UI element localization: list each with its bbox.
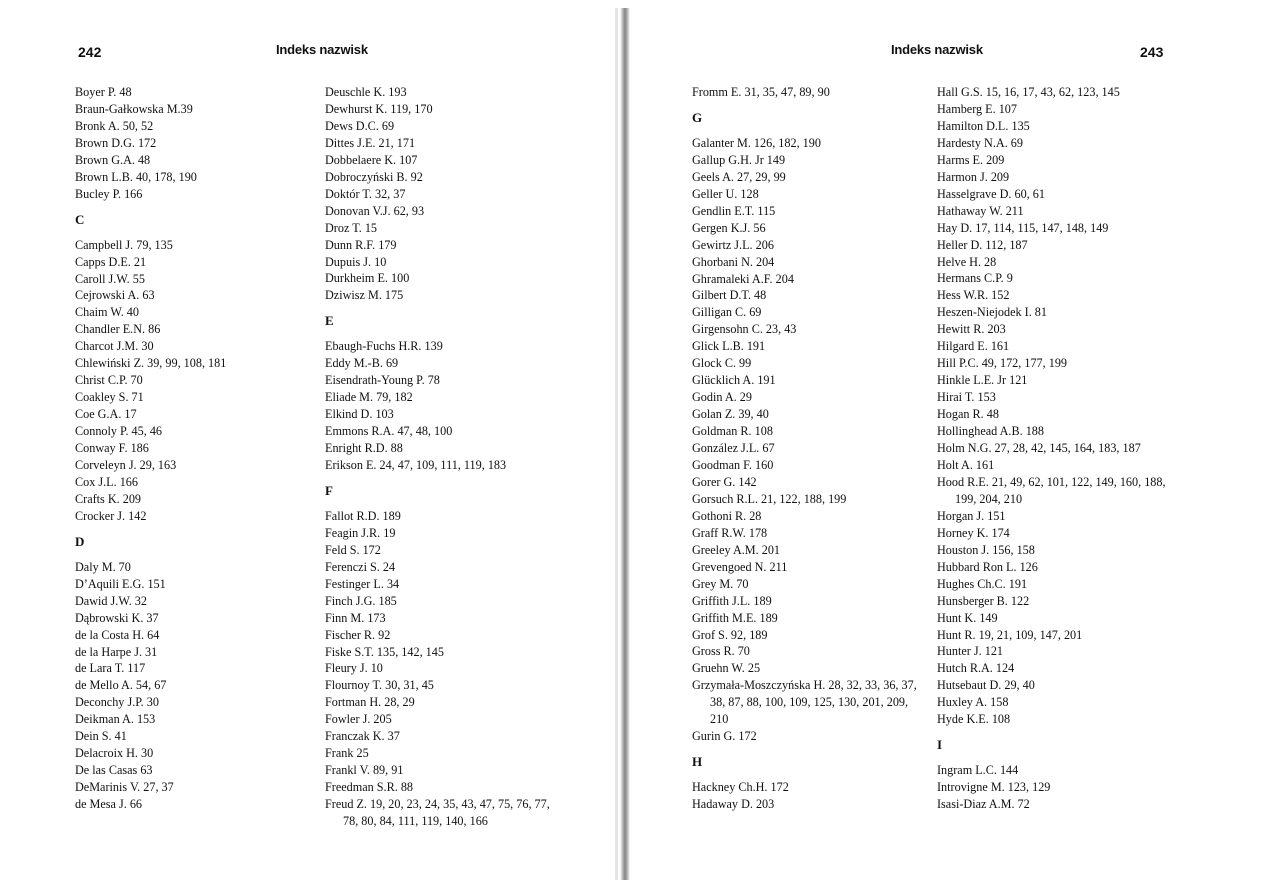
index-entry: Grzymała-Moszczyńska H. 28, 32, 33, 36, 37, 38, 87, 88, 100, 109, 125, 130, 201, 209, 210 <box>692 678 917 727</box>
index-entry: Helve H. 28 <box>937 254 997 269</box>
index-entry: Dupuis J. 10 <box>325 254 387 269</box>
index-entry: Franczak K. 37 <box>325 729 400 744</box>
index-entry: Connoly P. 45, 46 <box>75 424 163 439</box>
index-entry: Girgensohn C. 23, 43 <box>692 322 797 337</box>
index-entry: Goodman F. 160 <box>692 458 774 472</box>
index-entry: Glock C. 99 <box>692 356 752 371</box>
index-entry: Greeley A.M. 201 <box>692 542 781 557</box>
index-entry: Gurin G. 172 <box>692 729 757 744</box>
index-entry: Gilbert D.T. 48 <box>692 288 767 303</box>
index-entry: Hutsebaut D. 29, 40 <box>937 678 1035 693</box>
index-entry: Hyde K.E. 108 <box>937 712 1011 727</box>
index-entry: Hackney Ch.H. 172 <box>692 780 789 795</box>
index-entry: Dziwisz M. 175 <box>325 288 404 303</box>
index-entry: Caroll J.W. 55 <box>75 271 145 286</box>
index-entry: Deuschle K. 193 <box>325 85 407 99</box>
index-entry: Daly M. 70 <box>75 559 131 574</box>
index-entry: Huxley A. 158 <box>937 695 1009 710</box>
section-letter: F <box>325 482 333 498</box>
index-entry: Hood R.E. 21, 49, 62, 101, 122, 149, 160, 188, 199, 204, 210 <box>937 474 1166 506</box>
index-column <box>692 84 924 813</box>
index-entry: Ingram L.C. 144 <box>937 763 1019 778</box>
index-entry: Conway F. 186 <box>75 441 149 456</box>
index-entry: Boyer P. 48 <box>75 85 132 99</box>
right-page <box>626 0 1263 893</box>
index-entry: Charcot J.M. 30 <box>75 339 154 354</box>
index-entry: Hubbard Ron L. 126 <box>937 559 1038 574</box>
index-entry: Hogan R. 48 <box>937 407 999 422</box>
index-entry: Ebaugh-Fuchs H.R. 139 <box>325 339 443 354</box>
index-entry: Fiske S.T. 135, 142, 145 <box>325 644 444 659</box>
index-entry: Freud Z. 19, 20, 23, 24, 35, 43, 47, 75, 76, 77, 78, 80, 84, 111, 119, 140, 166 <box>325 797 550 829</box>
index-entry: Fortman H. 28, 29 <box>325 695 415 710</box>
index-entry: Hess W.R. 152 <box>937 288 1010 303</box>
index-entry: Holm N.G. 27, 28, 42, 145, 164, 183, 187 <box>937 441 1141 456</box>
index-entry: Frank 25 <box>325 746 369 761</box>
index-entry: Corveleyn J. 29, 163 <box>75 458 177 472</box>
index-entry: Fromm E. 31, 35, 47, 89, 90 <box>692 85 830 99</box>
index-entry: Gergen K.J. 56 <box>692 220 766 235</box>
index-entry: Coakley S. 71 <box>75 390 144 405</box>
index-entry: Bronk A. 50, 52 <box>75 118 154 133</box>
running-head: Indeks nazwisk <box>891 42 983 57</box>
index-column <box>75 84 305 813</box>
index-entry: Gewirtz J.L. 206 <box>692 237 774 252</box>
index-entry: Hermans C.P. 9 <box>937 271 1013 286</box>
index-entry: Frankl V. 89, 91 <box>325 763 404 778</box>
index-entry: De las Casas 63 <box>75 763 153 778</box>
index-entry: Finch J.G. 185 <box>325 593 397 608</box>
index-entry: Durkheim E. 100 <box>325 271 410 286</box>
index-column <box>325 84 557 830</box>
index-entry: de la Harpe J. 31 <box>75 644 158 659</box>
index-entry: Eliade M. 79, 182 <box>325 390 413 405</box>
index-entry: Dittes J.E. 21, 171 <box>325 135 416 150</box>
index-entry: Griffith M.E. 189 <box>692 610 778 625</box>
index-entry: Deconchy J.P. 30 <box>75 695 159 710</box>
index-entry: Godin A. 29 <box>692 390 752 405</box>
index-entry: Brown D.G. 172 <box>75 135 157 150</box>
index-entry: Golan Z. 39, 40 <box>692 407 769 422</box>
index-entry: Christ C.P. 70 <box>75 373 143 388</box>
running-head: Indeks nazwisk <box>276 42 368 57</box>
index-entry: Fleury J. 10 <box>325 661 383 676</box>
index-entry: Introvigne M. 123, 129 <box>937 780 1051 795</box>
index-entry: Cejrowski A. 63 <box>75 288 155 303</box>
index-entry: Horgan J. 151 <box>937 508 1006 523</box>
index-entry: Festinger L. 34 <box>325 576 400 591</box>
index-entry: Hollinghead A.B. 188 <box>937 424 1044 439</box>
index-column <box>937 84 1169 813</box>
index-entry: Chandler E.N. 86 <box>75 322 161 337</box>
index-entry: Freedman S.R. 88 <box>325 780 414 795</box>
index-entry: Elkind D. 103 <box>325 407 394 422</box>
index-entry: Brown L.B. 40, 178, 190 <box>75 169 197 184</box>
index-entry: Coe G.A. 17 <box>75 407 137 422</box>
index-entry: Ghorbani N. 204 <box>692 254 775 269</box>
index-entry: Eisendrath-Young P. 78 <box>325 373 440 388</box>
index-entry: Erikson E. 24, 47, 109, 111, 119, 183 <box>325 458 507 472</box>
page-number: 242 <box>78 44 102 60</box>
book-gutter-shadow <box>615 8 618 880</box>
index-entry: Hewitt R. 203 <box>937 322 1006 337</box>
index-entry: Braun-Gałkowska M.39 <box>75 101 193 116</box>
index-entry: Hinkle L.E. Jr 121 <box>937 373 1028 388</box>
index-entry: Hadaway D. 203 <box>692 797 775 812</box>
index-entry: Hilgard E. 161 <box>937 339 1010 354</box>
index-entry: Griffith J.L. 189 <box>692 593 772 608</box>
index-entry: Goldman R. 108 <box>692 424 773 439</box>
index-entry: Gallup G.H. Jr 149 <box>692 152 786 167</box>
index-entry: Glücklich A. 191 <box>692 373 776 388</box>
section-letter: I <box>937 737 943 753</box>
index-entry: Gruehn W. 25 <box>692 661 761 676</box>
index-entry: Harms E. 209 <box>937 152 1005 167</box>
index-entry: Capps D.E. 21 <box>75 254 147 269</box>
section-letter: C <box>75 211 85 227</box>
left-page <box>0 0 620 893</box>
index-entry: Cox J.L. 166 <box>75 474 138 489</box>
index-entry: Hirai T. 153 <box>937 390 996 405</box>
index-entry: Chaim W. 40 <box>75 305 139 320</box>
section-letter: H <box>692 754 703 770</box>
index-entry: de Mello A. 54, 67 <box>75 678 167 693</box>
index-entry: Fallot R.D. 189 <box>325 508 401 523</box>
index-entry: Hunt K. 149 <box>937 610 998 625</box>
index-entry: Gorer G. 142 <box>692 474 757 489</box>
index-entry: Crafts K. 209 <box>75 491 142 506</box>
index-entry: Feagin J.R. 19 <box>325 525 396 540</box>
index-entry: Hamilton D.L. 135 <box>937 118 1030 133</box>
index-entry: Isasi-Diaz A.M. 72 <box>937 797 1030 812</box>
index-entry: Ferenczi S. 24 <box>325 559 396 574</box>
index-entry: Dewhurst K. 119, 170 <box>325 101 433 116</box>
index-entry: Dobbelaere K. 107 <box>325 152 418 167</box>
index-entry: Hunter J. 121 <box>937 644 1004 659</box>
index-entry: Crocker J. 142 <box>75 508 147 523</box>
index-entry: Hunsberger B. 122 <box>937 593 1030 608</box>
index-entry: Dobroczyński B. 92 <box>325 169 423 184</box>
index-entry: Horney K. 174 <box>937 525 1010 540</box>
index-entry: Enright R.D. 88 <box>325 441 403 456</box>
index-entry: Grevengoed N. 211 <box>692 559 788 574</box>
index-entry: Dawid J.W. 32 <box>75 593 147 608</box>
index-entry: Dein S. 41 <box>75 729 127 744</box>
index-entry: Hutch R.A. 124 <box>937 661 1015 676</box>
index-entry: Hill P.C. 49, 172, 177, 199 <box>937 356 1068 371</box>
index-entry: de la Costa H. 64 <box>75 627 160 642</box>
index-entry: Campbell J. 79, 135 <box>75 237 173 252</box>
index-entry: Hughes Ch.C. 191 <box>937 576 1028 591</box>
index-entry: Brown G.A. 48 <box>75 152 151 167</box>
index-entry: DeMarinis V. 27, 37 <box>75 780 174 795</box>
index-entry: Hathaway W. 211 <box>937 203 1024 218</box>
index-entry: Gendlin E.T. 115 <box>692 203 776 218</box>
index-entry: Hall G.S. 15, 16, 17, 43, 62, 123, 145 <box>937 85 1120 99</box>
index-entry: Hunt R. 19, 21, 109, 147, 201 <box>937 627 1083 642</box>
index-entry: Droz T. 15 <box>325 220 378 235</box>
page-number: 243 <box>1140 44 1164 60</box>
index-entry: Gross R. 70 <box>692 644 750 659</box>
index-entry: Ghramaleki A.F. 204 <box>692 271 794 286</box>
index-entry: Doktór T. 32, 37 <box>325 186 406 201</box>
index-entry: Gothoni R. 28 <box>692 508 762 523</box>
index-entry: Gorsuch R.L. 21, 122, 188, 199 <box>692 491 847 506</box>
index-entry: Fowler J. 205 <box>325 712 392 727</box>
index-entry: Finn M. 173 <box>325 610 386 625</box>
index-entry: Geels A. 27, 29, 99 <box>692 169 786 184</box>
index-entry: Dews D.C. 69 <box>325 118 395 133</box>
section-letter: G <box>692 109 703 125</box>
index-entry: Emmons R.A. 47, 48, 100 <box>325 424 453 439</box>
index-entry: González J.L. 67 <box>692 441 775 456</box>
index-entry: Donovan V.J. 62, 93 <box>325 203 425 218</box>
index-entry: Harmon J. 209 <box>937 169 1010 184</box>
index-entry: Eddy M.-B. 69 <box>325 356 399 371</box>
index-entry: Dąbrowski K. 37 <box>75 610 159 625</box>
index-entry: Heller D. 112, 187 <box>937 237 1028 252</box>
index-entry: Heszen-Niejodek I. 81 <box>937 305 1047 320</box>
index-entry: Gilligan C. 69 <box>692 305 762 320</box>
index-entry: Hasselgrave D. 60, 61 <box>937 186 1045 201</box>
index-entry: Grof S. 92, 189 <box>692 627 768 642</box>
index-entry: Holt A. 161 <box>937 457 995 472</box>
index-entry: D’Aquili E.G. 151 <box>75 576 166 591</box>
index-entry: Grey M. 70 <box>692 576 749 591</box>
index-entry: Flournoy T. 30, 31, 45 <box>325 678 434 693</box>
index-entry: Bucley P. 166 <box>75 186 143 201</box>
index-entry: Graff R.W. 178 <box>692 525 768 540</box>
index-entry: Chlewiński Z. 39, 99, 108, 181 <box>75 356 227 371</box>
index-entry: Delacroix H. 30 <box>75 746 154 761</box>
index-entry: Feld S. 172 <box>325 542 381 557</box>
index-entry: Geller U. 128 <box>692 186 759 201</box>
section-letter: E <box>325 313 334 329</box>
index-entry: Deikman A. 153 <box>75 712 156 727</box>
index-entry: Dunn R.F. 179 <box>325 237 397 252</box>
index-entry: Hardesty N.A. 69 <box>937 135 1023 150</box>
index-entry: Galanter M. 126, 182, 190 <box>692 135 821 150</box>
index-entry: de Mesa J. 66 <box>75 797 143 812</box>
index-entry: de Lara T. 117 <box>75 661 146 676</box>
index-entry: Houston J. 156, 158 <box>937 542 1035 557</box>
index-entry: Hamberg E. 107 <box>937 101 1017 116</box>
index-entry: Fischer R. 92 <box>325 627 391 642</box>
index-entry: Glick L.B. 191 <box>692 339 766 354</box>
index-entry: Hay D. 17, 114, 115, 147, 148, 149 <box>937 220 1109 235</box>
section-letter: D <box>75 533 85 549</box>
